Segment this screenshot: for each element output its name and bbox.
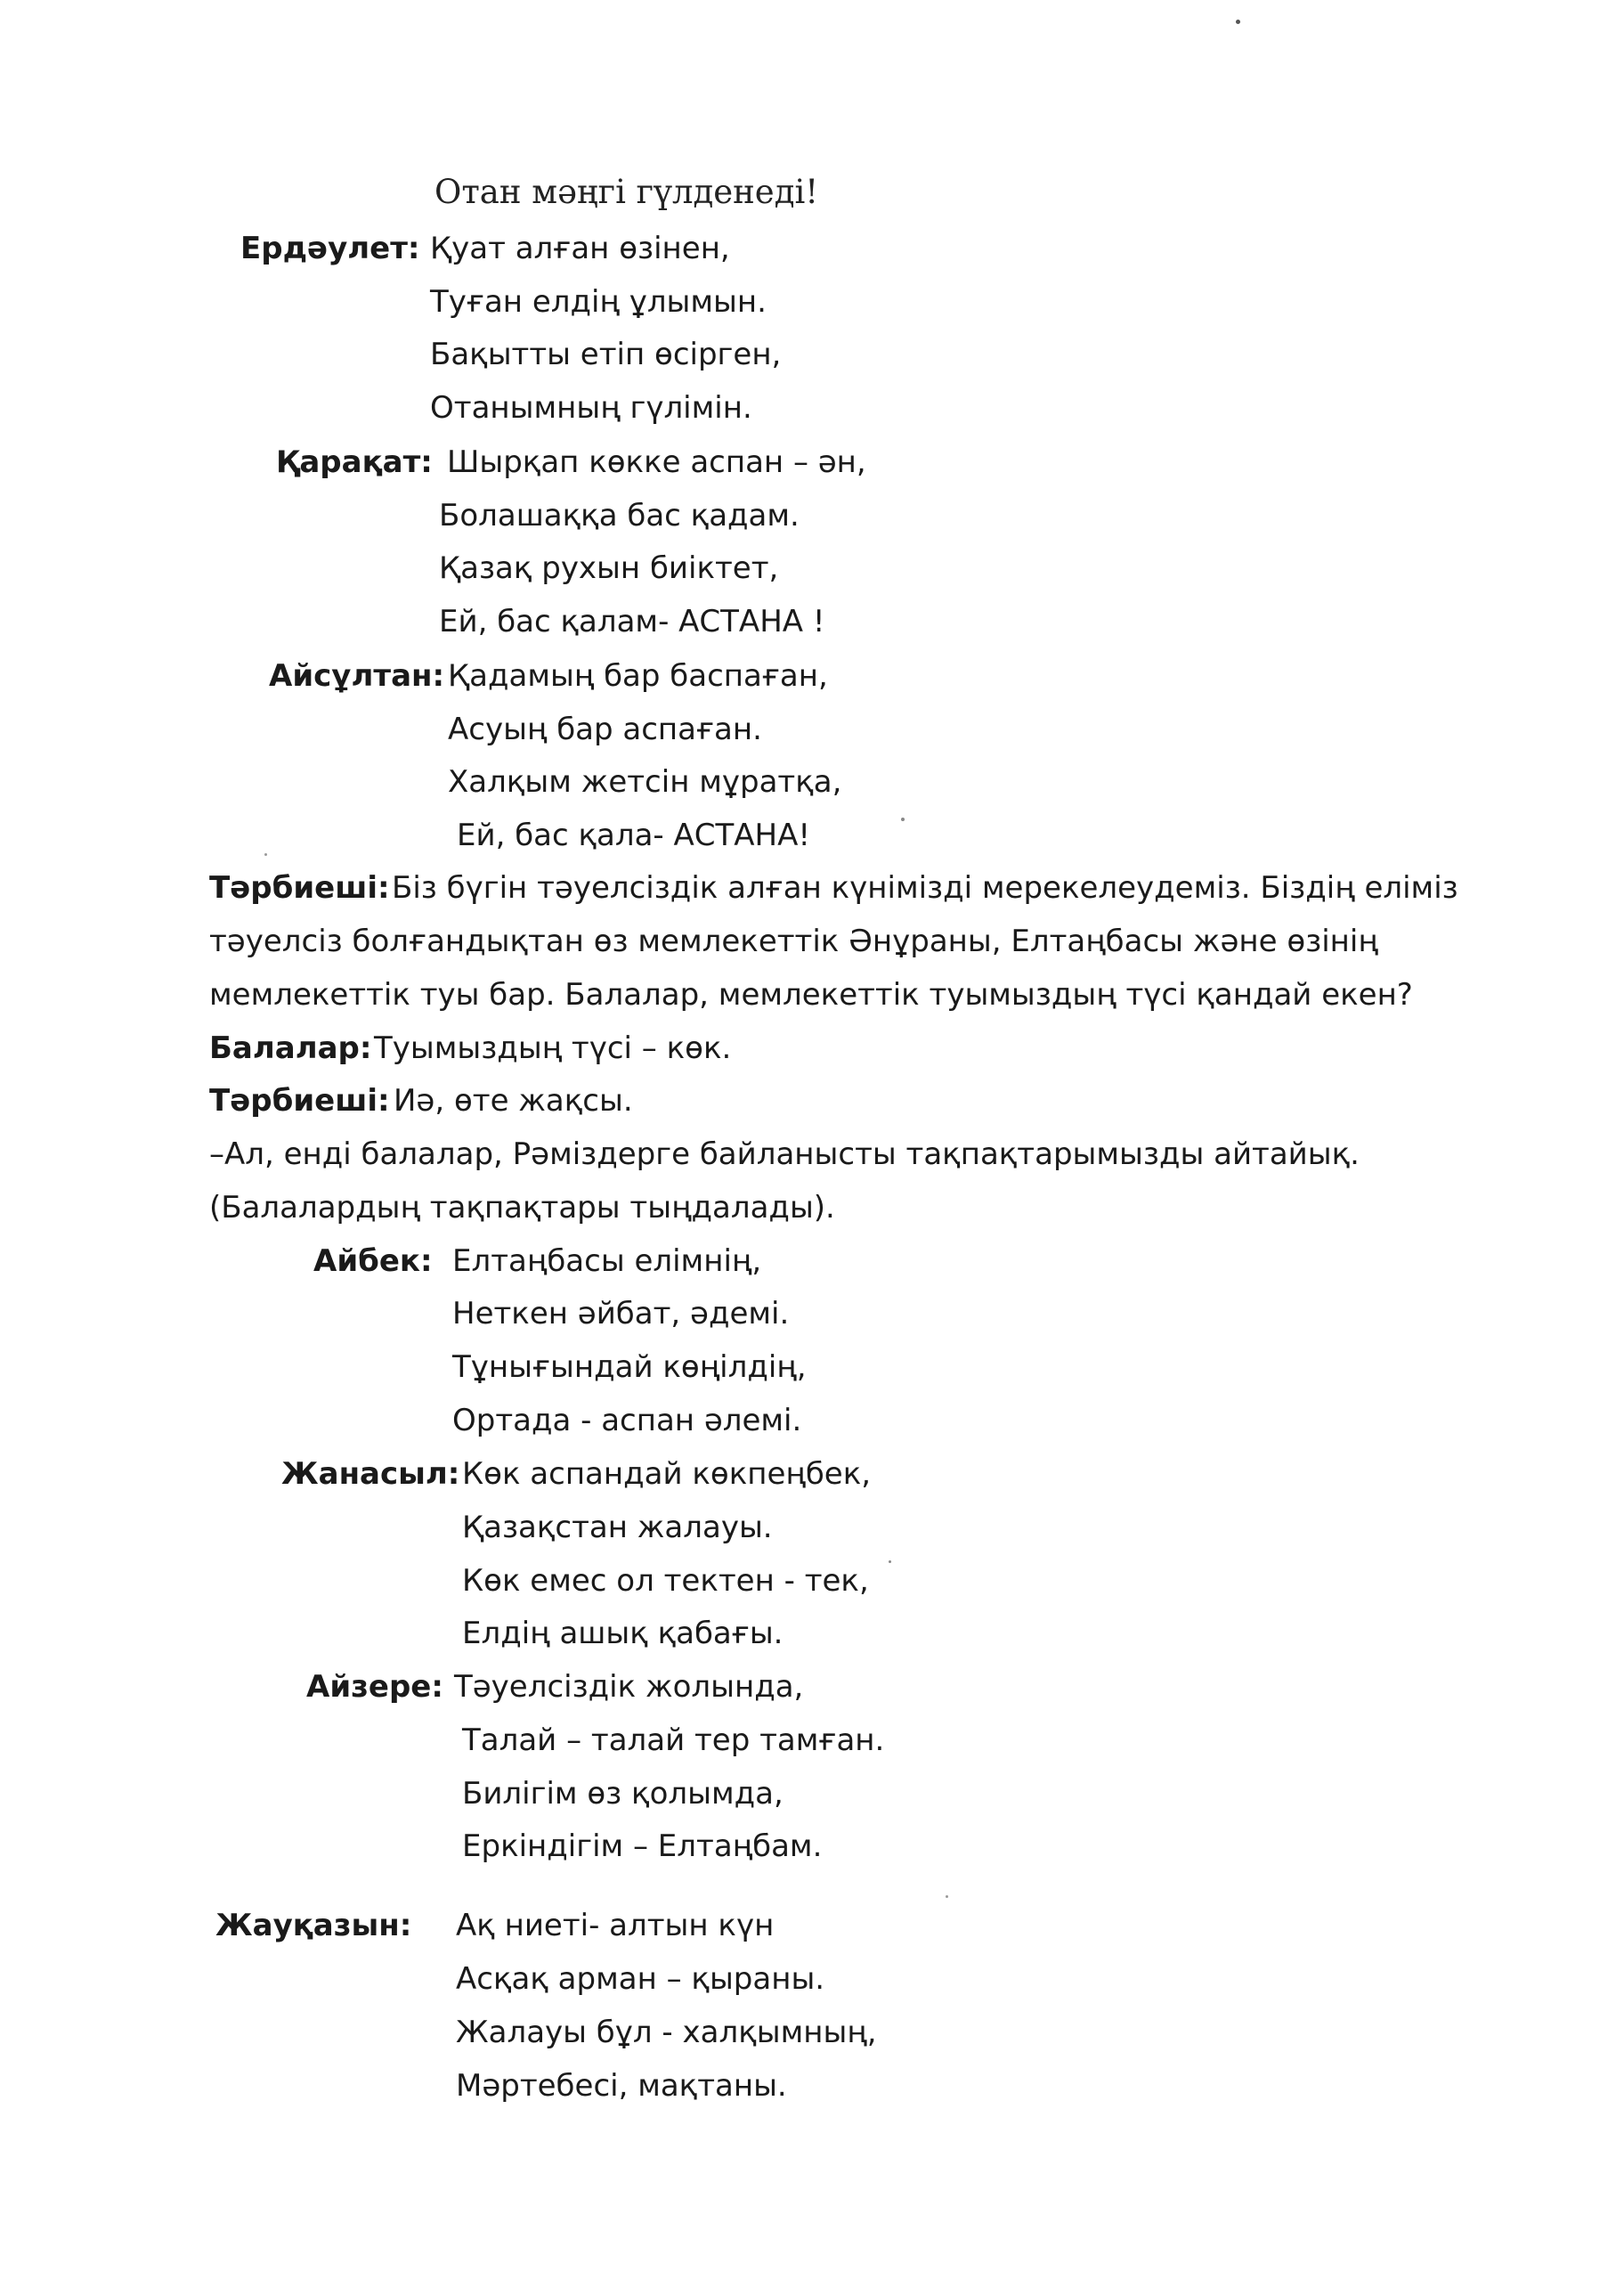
poem-line: Жалауы бұл - халқымның, [456, 2015, 877, 2050]
speaker-name: Балалар: [209, 1030, 372, 1066]
scan-speck [901, 818, 905, 821]
poem-line: Билігім өз қолымда, [462, 1776, 784, 1812]
speaker-name: Айсұлтан: [269, 658, 445, 694]
poem-line: Ей, бас қалам- АСТАНА ! [439, 604, 825, 639]
speaker-name: Тәрбиеші: [209, 870, 390, 906]
poem-line: Қазақ рухын биіктет, [439, 550, 779, 586]
speaker-name: Тәрбиеші: [209, 1083, 390, 1119]
poem-line: Бақытты етіп өсірген, [430, 337, 782, 372]
prose-line: Біз бүгін тәуелсіздік алған күнімізді мерекелеудеміз. Біздің еліміз [392, 870, 1458, 906]
poem-line: Туған елдің ұлымын. [430, 284, 767, 320]
poem-line: Еркіндігім – Елтаңбам. [462, 1828, 823, 1864]
prose-line: (Балалардың тақпақтары тыңдалады). [209, 1190, 835, 1226]
poem-line: Қадамың бар баспаған, [448, 658, 828, 694]
speaker-name: Айзере: [306, 1669, 443, 1705]
poem-line: Болашаққа бас қадам. [439, 498, 800, 533]
poem-line: Отанымның гүлімін. [430, 390, 752, 426]
poem-line: Көк емес ол тектен - тек, [462, 1563, 869, 1599]
poem-line: Асқақ арман – қыраны. [456, 1961, 825, 1997]
prose-line: Иә, өте жақсы. [394, 1083, 633, 1119]
poem-line: Халқым жетсін мұратқа, [448, 764, 842, 800]
poem-line: Қазақстан жалауы. [462, 1510, 773, 1545]
prose-line: Туымыздың түсі – көк. [374, 1030, 732, 1066]
poem-line: Тұнығындай көңілдің, [452, 1349, 807, 1385]
poem-line: Асуың бар аспаған. [448, 712, 762, 747]
prose-line: мемлекеттік туы бар. Балалар, мемлекеттік туымыздың түсі қандай екен? [209, 977, 1413, 1013]
scan-speck [946, 1895, 948, 1898]
poem-line: Көк аспандай көкпеңбек, [462, 1456, 872, 1492]
poem-line: Шырқап көкке аспан – ән, [447, 444, 866, 480]
poem-line: Тәуелсіздік жолында, [454, 1669, 804, 1705]
poem-line: Ақ ниеті- алтын күн [456, 1908, 775, 1943]
scan-speck [1236, 20, 1240, 24]
poem-line: Ортада - аспан әлемі. [452, 1403, 802, 1438]
poem-line: Мәртебесі, мақтаны. [456, 2068, 787, 2104]
scan-speck [889, 1560, 891, 1563]
document-title: Отан мәңгі гүлденеді! [434, 173, 819, 211]
speaker-name: Қарақат: [276, 444, 433, 480]
speaker-name: Ердәулет: [240, 231, 420, 266]
poem-line: Талай – талай тер тамған. [462, 1722, 885, 1758]
poem-line: Неткен әйбат, әдемі. [452, 1296, 790, 1331]
prose-line: тәуелсіз болғандықтан өз мемлекеттік Әнұраны, Елтаңбасы және өзінің [209, 924, 1378, 959]
speaker-name: Айбек: [313, 1243, 433, 1279]
poem-line: Ей, бас қала- АСТАНА! [457, 818, 810, 853]
poem-line: Қуат алған өзінен, [430, 231, 730, 266]
speaker-name: Жауқазын: [215, 1908, 412, 1943]
speaker-name: Жанасыл: [281, 1456, 460, 1492]
scan-speck [264, 853, 267, 856]
prose-line: –Ал, енді балалар, Рәміздерге байланысты тақпақтарымызды айтайық. [209, 1136, 1360, 1172]
poem-line: Елдің ашық қабағы. [462, 1616, 784, 1651]
poem-line: Елтаңбасы елімнің, [452, 1243, 762, 1279]
